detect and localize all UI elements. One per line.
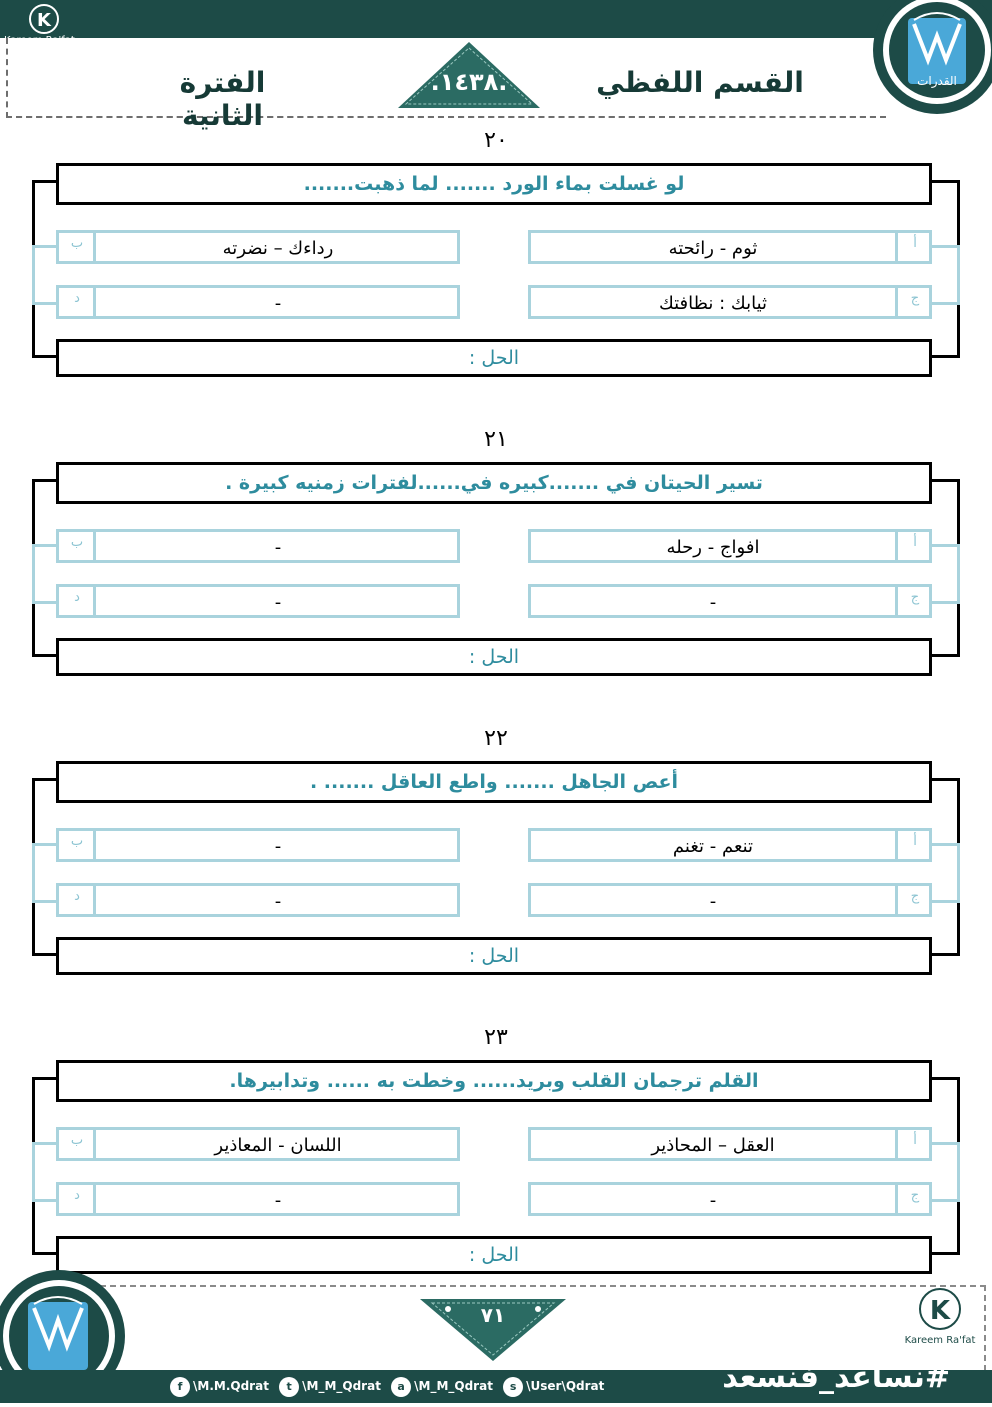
option-box[interactable]: [528, 529, 932, 563]
option-letter: د: [74, 590, 80, 605]
option-letter: ج: [910, 1188, 920, 1203]
section-title: القسم اللفظي: [596, 66, 804, 99]
option-box[interactable]: [56, 828, 460, 862]
option-separator: [895, 886, 898, 914]
option-text: اللسان - المعاذير: [214, 1135, 342, 1156]
option-text: -: [274, 1190, 282, 1211]
option-letter: د: [74, 889, 80, 904]
option-separator: [895, 1185, 898, 1213]
option-text: -: [274, 836, 282, 857]
snapchat-icon: s: [503, 1377, 523, 1397]
option-letter: ب: [70, 834, 84, 849]
option-box[interactable]: [528, 584, 932, 618]
solution-box[interactable]: [56, 339, 932, 377]
option-text: -: [274, 891, 282, 912]
question-text: لو غسلت بماء الورد ....... لما ذهبت.......: [303, 173, 685, 195]
option-box[interactable]: [56, 1182, 460, 1216]
solution-box[interactable]: [56, 937, 932, 975]
solution-label: الحل :: [468, 347, 520, 369]
option-letter: ب: [70, 1133, 84, 1148]
option-text: رداءك – نضرته: [222, 238, 334, 259]
question-bracket: [32, 778, 960, 956]
svg-text:K: K: [929, 1296, 951, 1326]
option-letter: ب: [70, 535, 84, 550]
question-number: ٢١: [484, 427, 508, 452]
footer-hashtag: #نساعد_فنسعد: [722, 1360, 950, 1395]
header-logo: [862, 0, 992, 120]
option-box[interactable]: [56, 230, 460, 264]
solution-box[interactable]: [56, 1236, 932, 1274]
header-logo-text: القدرات: [917, 74, 957, 88]
option-box[interactable]: [56, 584, 460, 618]
facebook-icon: f: [170, 1377, 190, 1397]
option-text: -: [274, 537, 282, 558]
option-letter: ج: [910, 590, 920, 605]
option-separator: [895, 1130, 898, 1158]
solution-label: الحل :: [468, 1244, 520, 1266]
option-box[interactable]: [528, 1127, 932, 1161]
question-bracket: [32, 1077, 960, 1255]
option-box[interactable]: [528, 1182, 932, 1216]
solution-label: الحل :: [468, 945, 520, 967]
option-separator: [895, 233, 898, 261]
social-facebook[interactable]: f \M.M.Qdrat: [170, 1379, 273, 1393]
header-band: [0, 0, 992, 38]
option-box[interactable]: [56, 1127, 460, 1161]
solution-label: الحل :: [468, 646, 520, 668]
option-text: -: [709, 891, 717, 912]
option-box[interactable]: [528, 828, 932, 862]
period-title: الفترة الثانية: [179, 66, 266, 132]
option-text: تنعم - تغنم: [672, 836, 754, 857]
options-bracket-right: [930, 245, 960, 305]
twitter-icon: t: [279, 1377, 299, 1397]
option-letter: أ: [913, 1133, 917, 1148]
option-text: ثوم - رائحته: [668, 238, 758, 259]
option-letter: ج: [910, 889, 920, 904]
question-box: [56, 761, 932, 803]
option-text: -: [274, 293, 282, 314]
option-box[interactable]: [528, 285, 932, 319]
question-number: ٢٠: [484, 128, 508, 153]
option-box[interactable]: [56, 285, 460, 319]
solution-box[interactable]: [56, 638, 932, 676]
social-twitter[interactable]: t \M_M_Qdrat: [279, 1379, 385, 1393]
option-separator: [895, 288, 898, 316]
options-bracket-right: [930, 1142, 960, 1202]
option-letter: أ: [913, 236, 917, 251]
option-text: -: [709, 1190, 717, 1211]
option-box[interactable]: [56, 883, 460, 917]
option-box[interactable]: [56, 529, 460, 563]
askfm-icon: a: [391, 1377, 411, 1397]
header-dashed-line: [6, 116, 886, 118]
footer-brand-logo: [905, 1285, 975, 1335]
options-bracket-right: [930, 843, 960, 903]
option-letter: ج: [910, 291, 920, 306]
question-box: [56, 462, 932, 504]
option-text: ثيابك : نظافتك: [658, 293, 768, 314]
question-number: ٢٢: [484, 726, 508, 751]
question-text: القلم ترجمان القلب وبريد...... وخطت به ...... وتدابيرها.: [229, 1070, 759, 1092]
option-letter: أ: [913, 535, 917, 550]
year-label: .١٤٣٨.: [430, 68, 508, 96]
social-snapchat[interactable]: s \User\Qdrat: [503, 1379, 604, 1393]
option-letter: ب: [70, 236, 84, 251]
question-box: [56, 163, 932, 205]
question-bracket: [32, 180, 960, 358]
social-askfm[interactable]: a \M_M_Qdrat: [391, 1379, 497, 1393]
question-box: [56, 1060, 932, 1102]
option-text: -: [709, 592, 717, 613]
question-text: أعص الجاهل ....... واطع العاقل ....... .: [309, 771, 679, 793]
options-bracket-right: [930, 544, 960, 604]
footer-brand-text: Kareem Ra'fat: [904, 1335, 976, 1346]
option-separator: [895, 587, 898, 615]
option-text: افواج - رحله: [666, 537, 760, 558]
social-links: [170, 1375, 604, 1397]
question-bracket: [32, 479, 960, 657]
option-text: -: [274, 592, 282, 613]
option-letter: أ: [913, 834, 917, 849]
question-number: ٢٣: [484, 1025, 508, 1050]
svg-text:K: K: [37, 10, 51, 31]
question-text: تسير الحيتان في .......كبيره في......لفترات زمنيه كبيرة .: [225, 472, 763, 494]
page-number: ٧١: [480, 1303, 506, 1327]
option-letter: د: [74, 291, 80, 306]
option-letter: د: [74, 1188, 80, 1203]
option-text: العقل – المحاذير: [651, 1135, 775, 1156]
header-brand-text: Kareem Ra'fat: [4, 35, 75, 46]
option-box[interactable]: [528, 230, 932, 264]
option-separator: [895, 532, 898, 560]
option-box[interactable]: [528, 883, 932, 917]
option-separator: [895, 831, 898, 859]
